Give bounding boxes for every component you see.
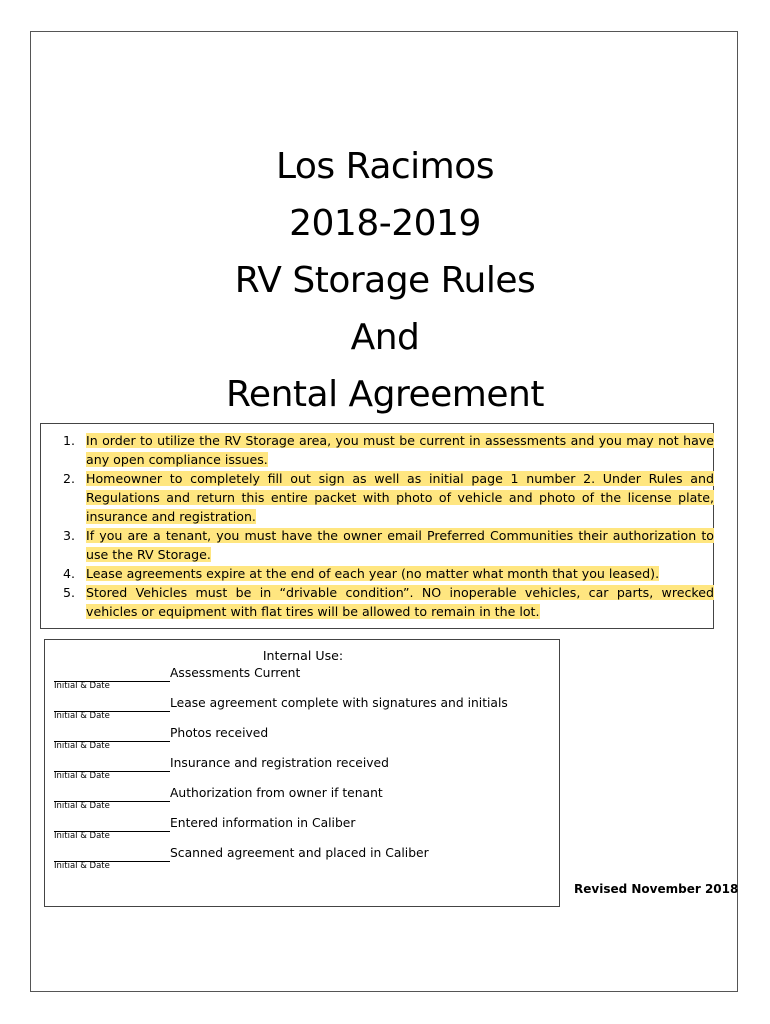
initial-date-label: Initial & Date [54,861,110,871]
rule-text: Stored Vehicles must be in “drivable condition”. NO inoperable vehicles, car parts, wrecked vehicles or equipment with flat tires will be allowed to remain in the lot. [86,585,714,619]
checklist-item [54,784,508,814]
rule-number: 4. [63,566,76,581]
rule-item [41,526,713,564]
initial-date-label: Initial & Date [54,801,110,811]
revision-note: Revised November 2018 [574,882,739,896]
rule-text: Homeowner to completely fill out sign as well as initial page 1 number 2. Under Rules and Regulations and return this entire packet with photo of vehicle and photo of the license plate, insurance and registration. [86,471,714,524]
rule-item [41,583,713,621]
initial-blank[interactable] [54,818,170,832]
initial-blank[interactable] [54,848,170,862]
rule-number: 3. [63,528,76,543]
rule-item [41,564,713,583]
initial-blank[interactable] [54,758,170,772]
rules-list [41,431,713,621]
checklist-label: Photos received [170,726,269,740]
title-line-1: Los Racimos [275,146,495,187]
rule-item [41,469,713,526]
checklist-label: Authorization from owner if tenant [170,786,383,800]
rule-number: 5. [63,585,76,600]
document-title [0,138,770,423]
rule-text: Lease agreements expire at the end of each year (no matter what month that you leased). [86,566,660,581]
title-line-5: Rental Agreement [226,374,544,415]
checklist-item [54,694,508,724]
checklist-item [54,754,508,784]
initial-date-label: Initial & Date [54,831,110,841]
title-line-3: RV Storage Rules [234,260,536,301]
rule-number: 2. [63,471,76,486]
rule-item [41,431,713,469]
internal-use-box [44,639,560,907]
internal-checklist [54,664,508,874]
checklist-label: Lease agreement complete with signatures and initials [170,696,508,710]
title-line-2: 2018-2019 [289,203,481,244]
initial-blank[interactable] [54,788,170,802]
rules-box [40,423,714,629]
checklist-label: Scanned agreement and placed in Caliber [170,846,429,860]
rule-text: If you are a tenant, you must have the owner email Preferred Communities their authorization to use the RV Storage. [86,528,714,562]
checklist-item [54,664,508,694]
initial-blank[interactable] [54,698,170,712]
checklist-label: Insurance and registration received [170,756,389,770]
checklist-label: Assessments Current [170,666,301,680]
initial-date-label: Initial & Date [54,771,110,781]
checklist-label: Entered information in Caliber [170,816,356,830]
checklist-item [54,844,508,874]
initial-date-label: Initial & Date [54,681,110,691]
rule-number: 1. [63,433,76,448]
initial-blank[interactable] [54,728,170,742]
initial-blank[interactable] [54,668,170,682]
checklist-item [54,814,508,844]
checklist-item [54,724,508,754]
internal-use-title: Internal Use: [262,648,344,663]
title-line-4: And [350,317,420,358]
rule-text: In order to utilize the RV Storage area, you must be current in assessments and you may not have any open compliance issues. [86,433,714,467]
initial-date-label: Initial & Date [54,711,110,721]
initial-date-label: Initial & Date [54,741,110,751]
